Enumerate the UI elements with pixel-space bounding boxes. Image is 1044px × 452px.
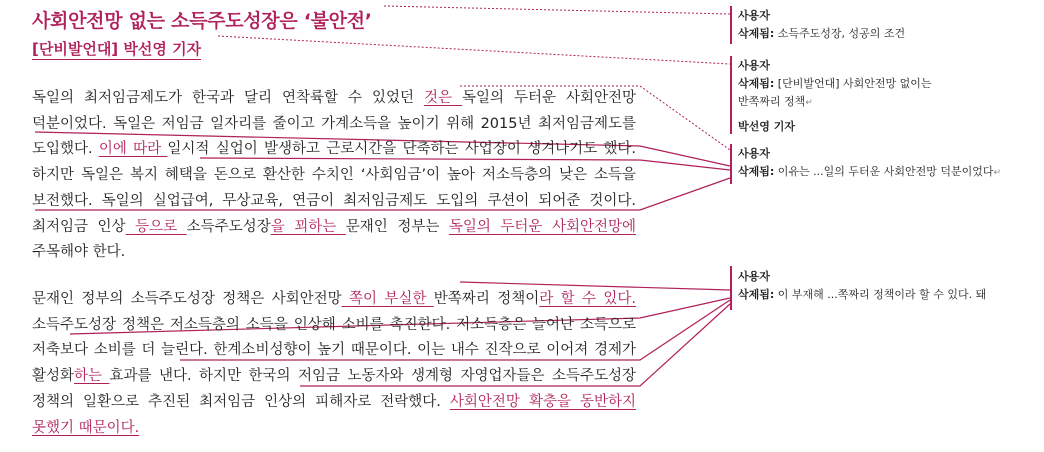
article-byline[interactable] bbox=[32, 38, 201, 59]
p1-text-a: 독일의 최저임금제도가 한국과 달리 연착륙할 수 있었던 bbox=[32, 90, 424, 106]
comment-author: 사용자 bbox=[738, 270, 770, 283]
comment-author: 사용자 bbox=[738, 147, 770, 160]
p2-text-c: 반쪽짜리 정책이 bbox=[433, 291, 540, 307]
p1-insertion-j: 독일의 두터운 사회안전망에 bbox=[448, 218, 637, 235]
p1-text-k: 주목해야 한다. bbox=[32, 244, 126, 261]
comment-bar-3 bbox=[730, 144, 732, 184]
revision-comment-1[interactable] bbox=[738, 7, 1038, 43]
p2-insertion-b: 쪽이 부실한 bbox=[341, 291, 434, 307]
p2-insertion-f: 하는 bbox=[74, 368, 110, 385]
p1-insertion-f: 등으로 bbox=[125, 218, 187, 235]
p2-text-e: 소득주도성장 정책은 저소득층의 소득을 인상해 소비를 촉진한다. 저소득층은 늘어난 소득으로 저축보다 소비를 더 늘린다. 한계소비성향이 높기 때문이다. 이는 내수 진작으로 이어져 경제가 활성화 bbox=[32, 316, 636, 385]
revision-comment-3[interactable] bbox=[738, 145, 1038, 182]
revision-comment-4[interactable] bbox=[738, 268, 1038, 304]
comment-label: 삭제됨: bbox=[738, 27, 775, 40]
comment-label: 삭제됨: bbox=[738, 165, 775, 178]
comment-extra-line: 박선영 기자 bbox=[738, 120, 795, 133]
article-title[interactable]: 사회안전망 없는 소득주도성장은 ‘불안전’ bbox=[32, 10, 372, 32]
p1-text-g: 소득주도성장 bbox=[186, 218, 271, 235]
comment-text: 소득주도성장, 성공의 조건 bbox=[774, 27, 906, 40]
p2-insertion-i: 사회안전망 확충을 동반하지 못했기 때문이다. bbox=[32, 393, 637, 436]
p1-text-c: 독일의 두터운 사회안전망 덕분이었다. 독일은 저임금 일자리를 줄이고 가계소득을 높이기 위해 2015년 최저임금제도를 도입했다. bbox=[32, 90, 637, 158]
paragraph-mark-icon: ↵ bbox=[993, 168, 1002, 178]
p2-text-a: 문재인 정부의 소득주도성장 정책은 사회안전망 bbox=[32, 291, 342, 307]
comment-author: 사용자 bbox=[738, 9, 770, 22]
revision-comment-2[interactable] bbox=[738, 57, 938, 136]
p2-text-g: 효과를 낸다. 하지만 한국의 저임금 bbox=[109, 368, 341, 385]
p1-text-i: 문재인 정부는 bbox=[345, 218, 449, 235]
comment-text: 이유는 ...일의 두터운 사회안전망 덕분이었다 bbox=[774, 165, 994, 178]
comment-text: 이 부재해 ...쪽짜리 정책이라 할 수 있다. 돼 bbox=[774, 288, 987, 301]
p1-insertion-d: 이에 따라 bbox=[98, 141, 168, 158]
comment-label: 삭제됨: bbox=[738, 77, 775, 90]
paragraph-mark-icon: ↵ bbox=[805, 98, 813, 108]
p1-insertion-h: 을 꾀하는 bbox=[270, 218, 346, 235]
p2-text-h: 노동자와 생계형 자영업자들은 소득주도성장 정책의 일환으로 추진된 최저임금 인상의 피해자로 전락했다. bbox=[32, 368, 636, 410]
p1-insertion-b: 것은 bbox=[423, 90, 462, 106]
byline-text: [단비발언대] 박선영 기자 bbox=[32, 40, 202, 58]
paragraph-2[interactable] bbox=[32, 287, 636, 441]
p1-text-e: 일시적 실업이 발생하고 근로시간을 단축하는 사업장이 생겨나기도 했다. 하지만 독일은 복지 혜택을 돈으로 환산한 수치인 ‘사회임금’이 높아 저소득층의 낮은 소득을 보전했다. 독일의 실업급여, 무상교육, 연금이 최저임금제도 도입의 쿠션이 되어준 것이다. 최저임금 인상 bbox=[32, 141, 636, 235]
comment-text: [단비발언대] 사회안전망 없이는 반쪽짜리 정책 bbox=[738, 77, 932, 108]
comment-author: 사용자 bbox=[738, 59, 770, 72]
comment-bar-4 bbox=[730, 266, 732, 310]
p2-insertion-d: 라 할 수 있다. bbox=[539, 291, 636, 307]
comment-label: 삭제됨: bbox=[738, 288, 775, 301]
comment-bar-2 bbox=[730, 56, 732, 134]
comment-bar-1 bbox=[730, 6, 732, 44]
paragraph-1[interactable] bbox=[32, 86, 636, 266]
